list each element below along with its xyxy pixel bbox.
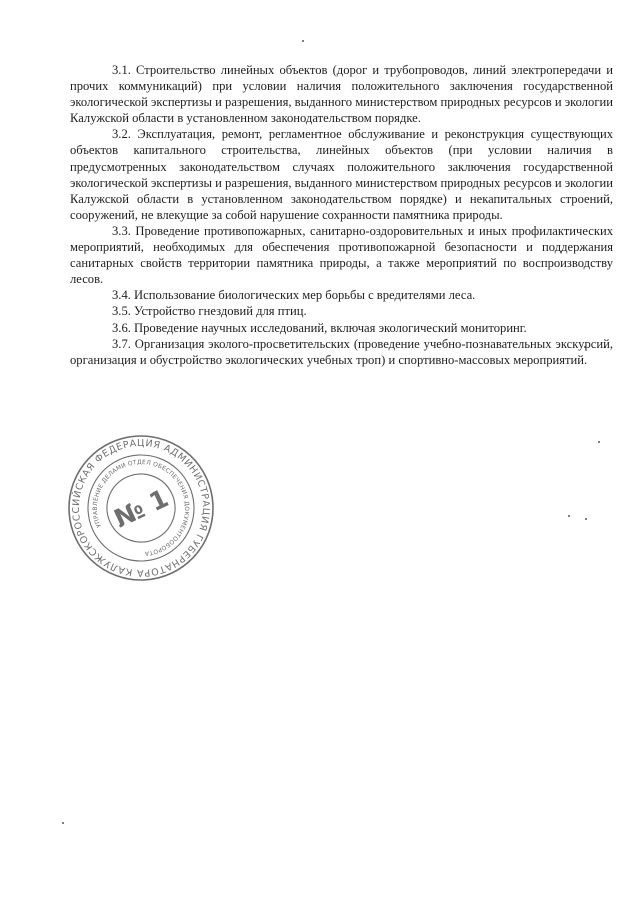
scan-speck: [62, 822, 64, 824]
document-body: [70, 62, 613, 368]
scan-speck: [302, 40, 304, 42]
paragraph-3-7: 3.7. Организация эколого-просветительских (проведение учебно-познавательных экскурсий, организация и обустройство экологических учебных троп) и спортивно-массовых мероприятий.: [70, 336, 613, 367]
scan-speck: [598, 441, 600, 443]
seal-inner-text: УПРАВЛЕНИЕ ДЕЛАМИ ОТДЕЛ ОБЕСПЕЧЕНИЯ ДОКУМЕНТООБОРОТА: [91, 458, 191, 557]
paragraph-3-4: 3.4. Использование биологических мер борьбы с вредителями леса.: [112, 288, 476, 303]
scan-speck: [585, 518, 587, 520]
paragraph-3-3: 3.3. Проведение противопожарных, санитарно-оздоровительных и иных профилактических мероприятий, необходимых для обеспечения противопожарной безопасности и поддержания санитарных свойств территории памятника природы, а также мероприятий по воспроизводству лесов.: [70, 223, 613, 287]
official-seal-stamp: [66, 433, 216, 583]
paragraph-3-6: 3.6. Проведение научных исследований, включая экологический мониторинг.: [112, 320, 527, 335]
paragraph-3-2: 3.2. Эксплуатация, ремонт, регламентное обслуживание и реконструкция существующих объектов капитального строительства, линейных объектов (при условии наличия в предусмотренных законодательством случаях положительного заключения государственной экологической экспертизы и разрешения, выданного министерством природных ресурсов и экологии Калужской области в установленном законодательством порядке) и некапитальных строений, сооружений, не влекущие за собой нарушение сохранности памятника природы.: [70, 127, 613, 222]
scan-speck: [568, 515, 570, 517]
paragraph-3-5: 3.5. Устройство гнездовий для птиц.: [112, 304, 307, 319]
seal-number: № 1: [109, 483, 173, 534]
seal-outer-text: РОССИЙСКАЯ ФЕДЕРАЦИЯ АДМИНИСТРАЦИЯ ГУБЕРНАТОРА КАЛУЖСКОЙ: [70, 437, 212, 579]
paragraph-3-1: 3.1. Строительство линейных объектов (дорог и трубопроводов, линий электропередачи и прочих коммуникаций) при условии наличия положительного заключения государственной экологической экспертизы и разрешения, выданного министерством природных ресурсов и экологии Калужской области в установленном законодательством порядке.: [70, 63, 613, 126]
